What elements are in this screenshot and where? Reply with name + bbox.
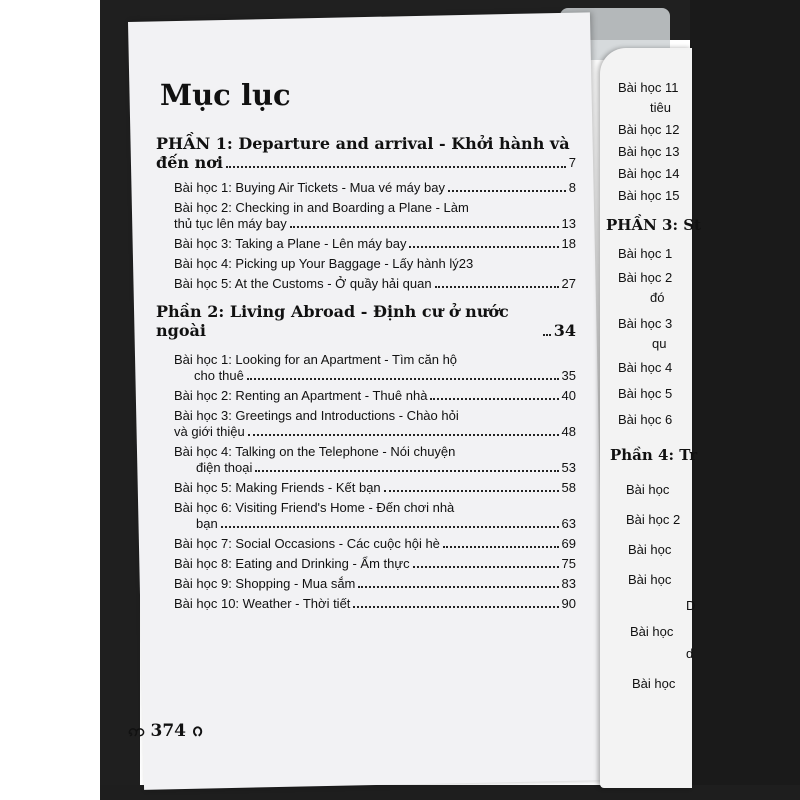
toc-lesson (174, 276, 576, 292)
right-line: D (686, 598, 696, 613)
lesson-title: Bài học 2: Renting an Apartment - Thuê nhà (174, 388, 428, 403)
leader-dots (255, 470, 558, 472)
toc-lesson (174, 388, 576, 404)
page-number: 40 (561, 388, 576, 403)
right-line: Bài học 12 (618, 122, 680, 137)
right-page (600, 48, 701, 788)
page-number-footer: 374 (150, 721, 187, 741)
page-number: 83 (561, 576, 576, 591)
lesson-title: Bài học 7: Social Occasions - Các cuộc hội hè (174, 536, 440, 551)
leader-dots (226, 166, 566, 168)
leader-dots (247, 378, 559, 380)
leader-dots (409, 246, 558, 248)
right-line: d (686, 646, 694, 661)
ornament-right-icon: ᨣ (191, 721, 204, 741)
right-part-heading: Phần 4: Tr (610, 446, 698, 464)
right-part-heading: PHẦN 3: St (606, 216, 701, 234)
toc-lesson (174, 408, 576, 440)
leader-dots (248, 434, 559, 436)
toc-lesson (174, 352, 576, 384)
toc-lesson (174, 480, 576, 496)
lesson-title: Bài học 8: Eating and Drinking - Ẩm thực (174, 556, 410, 571)
toc-lesson (174, 596, 576, 612)
right-line: Bài học (628, 542, 672, 557)
right-line: Bài học 2 (618, 270, 673, 285)
right-line: tiêu (650, 100, 671, 115)
page-number: 75 (561, 556, 576, 571)
leader-dots (443, 546, 559, 548)
toc-lesson (174, 256, 576, 272)
toc-lesson (174, 576, 576, 592)
right-line: Bài học 2 (626, 512, 681, 527)
toc-lesson (174, 500, 576, 532)
page-footer (128, 718, 203, 745)
right-line: qu (652, 336, 667, 351)
right-line: Bài học 11 (618, 80, 679, 95)
page-number: 27 (561, 276, 576, 291)
leader-dots (221, 526, 559, 528)
lesson-title: Bài học 9: Shopping - Mua sắm (174, 576, 356, 591)
right-line: Bài học 6 (618, 412, 673, 427)
lesson-title-continued: và giới thiệu (174, 424, 245, 439)
page-number: 7 (568, 155, 576, 170)
page-number: 18 (561, 236, 576, 251)
page-number: 58 (561, 480, 576, 495)
page-number: 53 (561, 460, 576, 475)
page-number: 90 (561, 596, 576, 611)
page-number: 48 (561, 424, 576, 439)
right-line: Bài học (626, 482, 670, 497)
part-heading (156, 302, 576, 340)
page-title: Mục lục (160, 78, 291, 112)
toc-entry (156, 153, 576, 172)
toc-lesson (174, 180, 576, 196)
leader-dots (358, 586, 558, 588)
lesson-title: Bài học 6: Visiting Friend's Home - Đến chơi nhà (174, 500, 455, 515)
right-line: đó (650, 290, 665, 305)
page-number: 8 (568, 180, 576, 195)
right-line: Bài học (630, 624, 674, 639)
ornament-left-icon: ဢ (128, 721, 145, 741)
right-line: Bài học 3 (618, 316, 673, 331)
page-number: 63 (561, 516, 576, 531)
page-number: 35 (561, 368, 576, 383)
part-heading (156, 134, 576, 172)
lesson-title-continued: cho thuê (194, 368, 244, 383)
lesson-title: Bài học 3: Greetings and Introductions - Chào hỏi (174, 408, 459, 423)
toc-lesson (174, 556, 576, 572)
leader-dots (430, 398, 558, 400)
toc-lesson (174, 236, 576, 252)
toc-lesson (174, 536, 576, 552)
lesson-title: Bài học 5: At the Customs - Ở quầy hải quan (174, 276, 432, 291)
lesson-title: Bài học 2: Checking in and Boarding a Plane - Làm (174, 200, 469, 215)
leader-dots (413, 566, 559, 568)
lesson-title: Bài học 10: Weather - Thời tiết (174, 596, 351, 611)
background-right (690, 0, 800, 800)
page-number: 13 (561, 216, 576, 231)
lesson-title: Bài học 4: Talking on the Telephone - Nói chuyện (174, 444, 456, 459)
lesson-title: Bài học 1: Buying Air Tickets - Mua vé máy bay (174, 180, 445, 195)
leader-dots (435, 286, 559, 288)
lesson-title: Bài học 1: Looking for an Apartment - Tìm căn hộ (174, 352, 458, 367)
lesson-title: Bài học 4: Picking up Your Baggage - Lấy hành lý (174, 256, 459, 271)
part-heading-line: PHẦN 1: Departure and arrival - Khởi hành và (156, 134, 570, 153)
right-line: Bài học 15 (618, 188, 680, 203)
leader-dots (290, 226, 559, 228)
part-heading-line: Phần 2: Living Abroad - Định cư ở nước ngoài (156, 302, 509, 340)
right-line: Bài học (628, 572, 672, 587)
toc-lesson (174, 200, 576, 232)
right-line: Bài học 4 (618, 360, 673, 375)
leader-dots (543, 334, 551, 336)
lesson-title-continued: bạn (196, 516, 218, 531)
lesson-title: Bài học 3: Taking a Plane - Lên máy bay (174, 236, 407, 251)
right-line: Bài học 1 (618, 246, 673, 261)
toc-lesson (174, 444, 576, 476)
lesson-title-continued: điện thoại (196, 460, 253, 475)
right-line: Bài học 13 (618, 144, 680, 159)
page-number: 34 (553, 321, 576, 340)
part-heading-line: đến nơi (156, 153, 223, 172)
page-number: 23 (458, 256, 474, 271)
lesson-title-continued: thủ tục lên máy bay (174, 216, 287, 231)
right-line: Bài học (632, 676, 676, 691)
leader-dots (353, 606, 558, 608)
table-of-contents (156, 78, 576, 616)
page-number: 69 (561, 536, 576, 551)
leader-dots (448, 190, 566, 192)
right-line: Bài học 5 (618, 386, 673, 401)
leader-dots (384, 490, 559, 492)
right-line: Bài học 14 (618, 166, 680, 181)
lesson-title: Bài học 5: Making Friends - Kết bạn (174, 480, 381, 495)
